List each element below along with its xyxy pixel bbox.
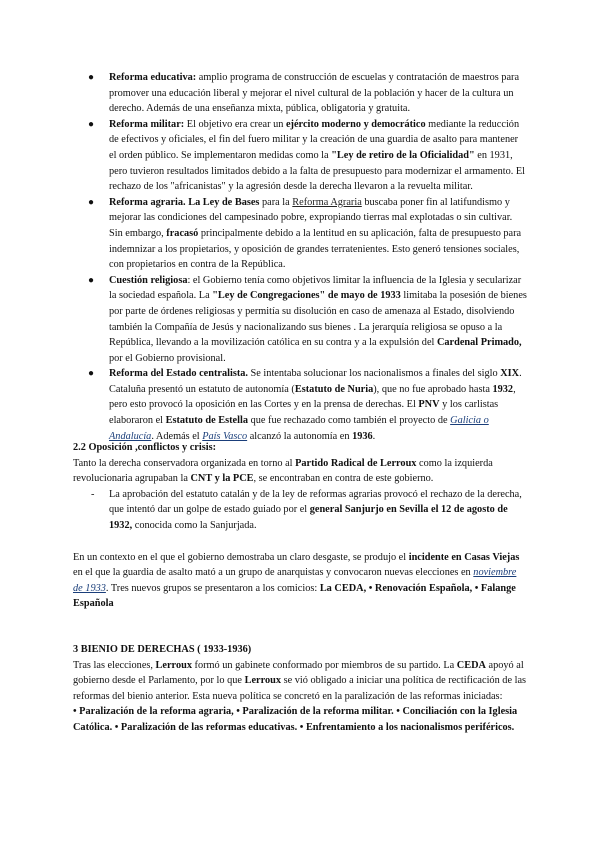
bold-text: Partido Radical de Lerroux (295, 457, 417, 469)
bold-text: Cardenal Primado, (436, 337, 522, 349)
body-text: se vió obligado a iniciar una política de rectificación de las reformas del bienio anterior. Esta nueva política se concretó en la paralización de las reformas iniciadas: (73, 675, 527, 702)
bullet-text: para la (259, 196, 293, 208)
bullet-text: mediante la reducción de efectivos y oficiales, el fin del fuero militar y la creación de una guardia de asalto para mantener el orden público. Se implementaron medidas como la (109, 118, 520, 161)
bullet-text: buscaba poner fin al latifundismo y mejorar las condiciones del campesinado pobre, expropiando tierras mal explotadas o sin cultivar. Sin embargo, (109, 196, 513, 239)
reforma-agraria-link[interactable]: Reforma Agraria (292, 196, 362, 208)
body-text: La aprobación del estatuto catalán y de la ley de reformas agrarias provocó el rechazo de la derecha, que intentó dar un golpe de estado guiado por el (109, 488, 522, 516)
bullet-icon: ● (88, 196, 95, 208)
body-text: formó un gabinete conformado por miembros de su partido. La (191, 659, 457, 671)
bullet-text: Se intentaba solucionar los nacionalismos a finales del siglo (247, 368, 501, 380)
bold-text: Estatuto de Estella (165, 415, 248, 427)
bullet-reforma-militar (88, 117, 528, 195)
bullet-reforma-estado (88, 366, 528, 444)
bold-text: XIX (500, 368, 520, 380)
bullet-reforma-agraria (88, 195, 528, 273)
bold-text: Lerroux (155, 659, 192, 671)
bullet-text: ), que no fue aprobado hasta (373, 383, 493, 395)
bold-text: fracasó (166, 227, 199, 239)
bold-text: "Ley de Congregaciones" de mayo de 1933 (212, 290, 401, 302)
reform-bullet-list (88, 70, 528, 444)
bullet-text: amplio programa de construcción de escuelas y contratación de maestros para promover una educación liberal y mejorar el nivel cultural de la población y hacer de la cultura un derecho. Además de una enseñanza mixta, pública, obligatoria y gratuita. (109, 72, 520, 115)
bullet-text: : el Gobierno tenía como objetivos limitar la influencia de la Iglesia y secularizar la sociedad española. La (109, 274, 522, 302)
bullet-text: en 1931, pero tuvieron resultados limitados debido a la falta de presupuesto para modernizar el armamento. El rechazo de los "africanistas" y la agresión desde la derecha llevaron a la revuelta militar. (109, 149, 526, 193)
bullet-title: Reforma militar: (109, 118, 185, 130)
section-heading (73, 440, 528, 456)
body-text: En un contexto en el que el gobierno demostraba un claro desgaste, se produjo el (73, 551, 409, 563)
bullet-text: alcanzó la autonomía en (247, 430, 353, 442)
bullet-title: Reforma educativa: (109, 72, 197, 83)
bullet-text: . Además el (151, 430, 203, 442)
section-heading (73, 642, 528, 658)
bold-text: 1932 (492, 383, 514, 395)
bullet-text: . (372, 430, 376, 442)
bold-text: incidente en Casas Viejas (408, 551, 520, 563)
pais-vasco-link[interactable]: País Vasco (202, 430, 248, 442)
bold-text: Lerroux (244, 675, 281, 687)
bold-text: CNT y la PCE (190, 473, 254, 485)
dash-list-item (73, 487, 528, 534)
bullet-reforma-educativa (88, 70, 528, 117)
bullet-title: Reforma agraria. La Ley de Bases (109, 196, 260, 208)
bullet-text: y los carlistas elaboraron el (109, 399, 499, 427)
galicia-andalucia-link[interactable]: Galicia o Andalucía (109, 415, 489, 442)
bullet-text: por el Gobierno provisional. (109, 352, 226, 364)
bullet-text: . Cataluña presentó un estatuto de autonomía ( (109, 368, 522, 395)
bullet-text: que fue rechazado como también el proyecto de (248, 415, 451, 427)
paragraph (73, 704, 528, 735)
body-text: conocida como la Sanjurjada. (132, 519, 257, 531)
bullet-text: , pero esto provocó la oposición en las Cortes y en la prensa de derechas. El (109, 383, 516, 411)
bullet-text: El objetivo era crear un (184, 118, 286, 130)
bullet-icon: ● (88, 368, 95, 380)
bold-text: PNV (418, 399, 440, 411)
body-text: como la izquierda revolucionaria agrupaban la (73, 457, 493, 485)
body-text: en el que la guardia de asalto mató a un grupo de anarquistas y convocaron nuevas elecciones en (73, 567, 474, 579)
heading-text: 3 BIENIO DE DERECHAS ( 1933-1936) (73, 644, 252, 655)
bullet-text: limitaba la posesión de bienes por parte de órdenes religiosas y permitía su disolución en caso de amenaza al Estado, disolviendo también la Compañía de Jesús y nacionalizando sus bienes . La jerarquía religiosa se opuso a la República, llevando a la movilización católica en su contra y a la expulsión del (109, 290, 527, 349)
bullet-icon: ● (88, 274, 95, 286)
bullet-icon: ● (88, 72, 95, 83)
bold-text: CEDA (456, 659, 486, 671)
bold-text: • Paralización de la reforma agraria, • Paralización de la reforma militar. • Conciliación con la Iglesia Católica. • Paralización de las reformas educativas. • Enfrentamiento a los nacionalismos periféricos. (73, 706, 518, 733)
bold-text: "Ley de retiro de la Oficialidad" (331, 149, 475, 161)
body-text: apoyó al gobierno desde el Parlamento, por lo que (73, 659, 524, 687)
paragraph (73, 456, 528, 487)
paragraph (73, 658, 528, 705)
bold-text: general Sanjurjo en Sevilla el 12 de agosto de 1932, (109, 504, 508, 531)
bold-text: ejército moderno y democrático (285, 118, 426, 130)
bullet-icon: ● (88, 118, 95, 130)
body-text: Tanto la derecha conservadora organizada en torno al (73, 457, 296, 469)
bold-text: La CEDA, • Renovación Española, • Falange Española (73, 582, 516, 610)
bullet-title: Reforma del Estado centralista. (109, 368, 248, 380)
dash-marker: - (91, 488, 95, 500)
body-text: Tras las elecciones, (73, 659, 156, 671)
noviembre-1933-link[interactable]: noviembre de 1933 (73, 567, 517, 594)
paragraph (73, 550, 528, 612)
body-text: . Tres nuevos grupos se presentaron a los comicios: (105, 582, 320, 594)
heading-text: 2.2 Oposición ,conflictos y crisis: (73, 442, 217, 453)
section-3 (73, 642, 528, 736)
bold-text: 1936 (352, 430, 373, 442)
bullet-text: principalmente debido a la lentitud en su aplicación, falta de presupuesto para indemnizar a los propietarios, y oposición de grandes terratenientes. Esto generó tensiones sociales, con propietarios en contra de la República. (109, 227, 522, 271)
bold-text: Estatuto de Nuria (294, 383, 374, 395)
bullet-title: Cuestión religiosa (109, 274, 188, 286)
section-2-2 (73, 440, 528, 612)
bullet-cuestion-religiosa (88, 273, 528, 367)
body-text: , se encontraban en contra de este gobierno. (253, 473, 434, 485)
